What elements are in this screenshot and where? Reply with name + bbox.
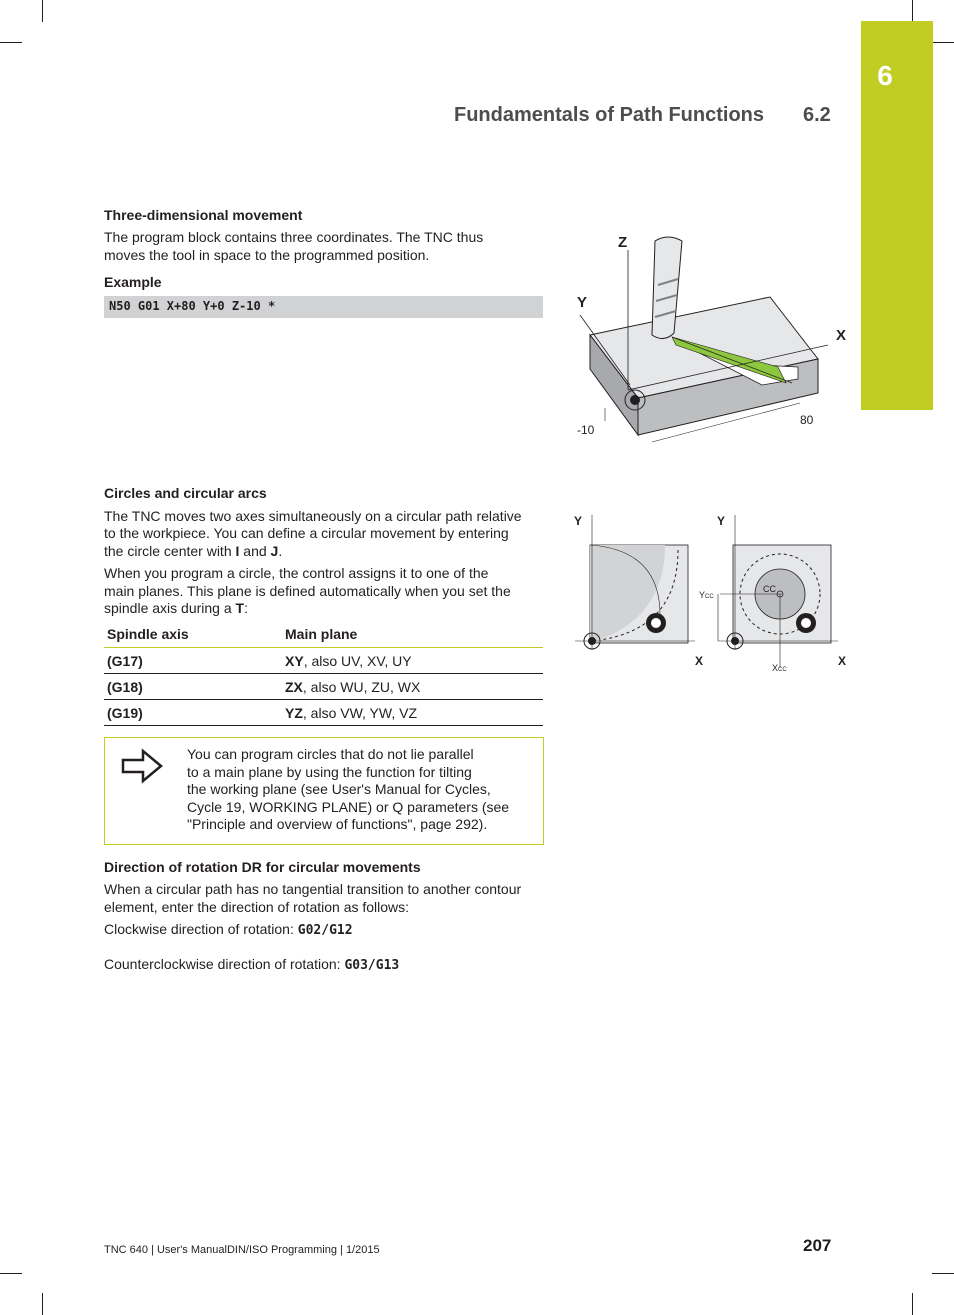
left-x-axis-label: X <box>695 654 704 668</box>
table-header-row <box>104 620 543 648</box>
page-title: Fundamentals of Path Functions <box>454 104 765 126</box>
table-row <box>104 700 543 726</box>
cc-label: CC <box>763 584 776 594</box>
heading-circles: Circles and circular arcs <box>104 485 267 501</box>
xcc-label: XCC <box>772 663 787 673</box>
clockwise-code: G02/G12 <box>297 923 353 938</box>
counterclockwise-line: Counterclockwise direction of rotation: G03/G13 <box>104 956 400 973</box>
three-d-line2: moves the tool in space to the programmed position. <box>104 247 430 263</box>
arrow-right-icon <box>121 748 165 784</box>
page-number: 207 <box>803 1236 832 1255</box>
table-cell-plane: ZX, also WU, ZU, WX <box>282 674 543 700</box>
right-x-axis-label: X <box>838 654 847 668</box>
dimension-minus10: -10 <box>577 423 595 437</box>
y-axis-label: Y <box>577 294 588 311</box>
z-axis-label: Z <box>618 234 628 251</box>
crop-mark <box>0 42 22 43</box>
crop-mark <box>42 1293 43 1315</box>
table-cell-axis: (G19) <box>104 700 282 726</box>
crop-mark <box>932 42 954 43</box>
table-cell-axis: (G18) <box>104 674 282 700</box>
ycc-label: YCC <box>699 590 714 600</box>
x-axis-label: X <box>836 327 847 344</box>
circular-arcs-figure <box>570 510 860 680</box>
crop-mark <box>912 1293 913 1315</box>
crop-mark <box>42 0 43 22</box>
circles-p2-line3: spindle axis during a T: <box>104 600 248 616</box>
heading-rotation: Direction of rotation DR for circular movements <box>104 859 421 875</box>
section-number: 6.2 <box>803 104 831 126</box>
footer-text: TNC 640 | User's ManualDIN/ISO Programming | 1/2015 <box>104 1244 380 1256</box>
note-text: You can program circles that do not lie parallel to a main plane by using the function for tilting the working plane (see User's Manual for Cycles, Cycle 19, WORKING PLANE) or Q parameters (see "Principle and overview of functions", page 292). <box>187 746 510 832</box>
table-row <box>104 648 543 674</box>
right-y-axis-label: Y <box>717 514 726 528</box>
crop-mark <box>912 0 913 22</box>
table-cell-plane: XY, also UV, XV, UY <box>282 648 543 674</box>
dimension-80: 80 <box>800 413 814 427</box>
left-y-axis-label: Y <box>574 514 583 528</box>
circles-p1-line2: to the workpiece. You can define a circular movement by entering <box>104 525 509 541</box>
table-cell-plane: YZ, also VW, YW, VZ <box>282 700 543 726</box>
example-label: Example <box>104 274 162 290</box>
table-row <box>104 674 543 700</box>
crop-mark <box>0 1273 22 1274</box>
circles-p1-line3: the circle center with I and J. <box>104 543 283 559</box>
chapter-number: 6 <box>877 60 893 91</box>
note-box <box>104 737 544 845</box>
code-text: N50 G01 X+80 Y+0 Z-10 * <box>109 299 276 313</box>
table-header: Main plane <box>282 620 543 648</box>
rotation-line1: When a circular path has no tangential transition to another contour <box>104 881 522 897</box>
spindle-axis-table <box>104 620 543 726</box>
clockwise-line: Clockwise direction of rotation: G02/G12 <box>104 921 353 938</box>
table-cell-axis: (G17) <box>104 648 282 674</box>
table-header: Spindle axis <box>104 620 282 648</box>
circles-p1-line1: The TNC moves two axes simultaneously on a circular path relative <box>104 508 522 524</box>
circles-p2-line1: When you program a circle, the control assigns it to one of the <box>104 565 489 581</box>
three-d-line1: The program block contains three coordinates. The TNC thus <box>104 229 484 245</box>
heading-three-dimensional: Three-dimensional movement <box>104 207 303 223</box>
code-example <box>104 296 543 318</box>
circles-p2-line2: main planes. This plane is defined automatically when you set the <box>104 583 511 599</box>
counterclockwise-code: G03/G13 <box>344 958 400 973</box>
crop-mark <box>932 1273 954 1274</box>
three-d-movement-figure <box>560 225 850 455</box>
rotation-line2: element, enter the direction of rotation as follows: <box>104 899 410 915</box>
